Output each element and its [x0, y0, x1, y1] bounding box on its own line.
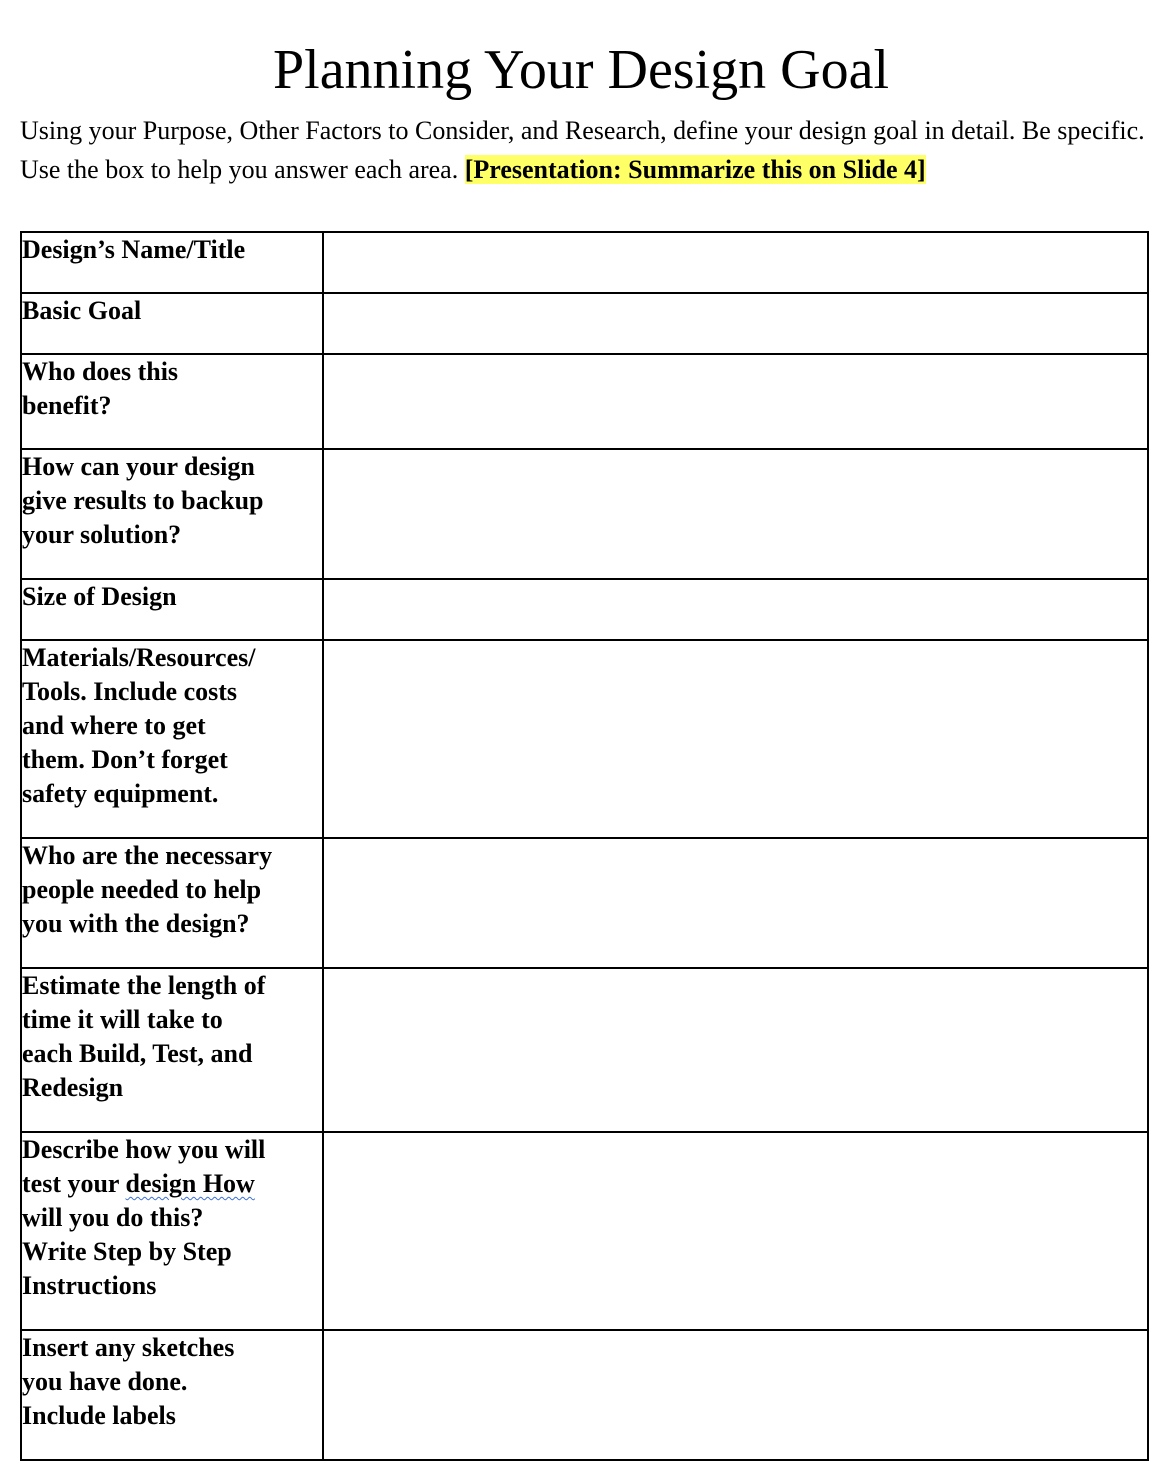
row-label-time-estimate: [21, 968, 323, 1132]
design-goal-table: [20, 231, 1149, 1461]
table-row: [21, 1132, 1148, 1330]
answer-cell-size[interactable]: [323, 579, 1148, 640]
label-line: Basic Goal: [22, 296, 142, 325]
label-line: time it will take to: [22, 1005, 223, 1034]
table-row: [21, 1330, 1148, 1460]
label-line: Describe how you will: [22, 1135, 266, 1164]
answer-cell-design-name[interactable]: [323, 232, 1148, 293]
answer-cell-people[interactable]: [323, 838, 1148, 968]
row-label-test-description: [21, 1132, 323, 1330]
answer-cell-test-description[interactable]: [323, 1132, 1148, 1330]
label-line: benefit?: [22, 391, 112, 420]
label-line: Include labels: [22, 1401, 176, 1430]
page-title: Planning Your Design Goal: [272, 39, 890, 101]
label-line: give results to backup: [22, 486, 264, 515]
row-label-basic-goal: [21, 293, 323, 354]
table-row: [21, 640, 1148, 838]
presentation-note-highlight: [Presentation: Summarize this on Slide 4]: [464, 155, 926, 184]
row-label-materials: [21, 640, 323, 838]
label-line: each Build, Test, and: [22, 1039, 253, 1068]
table-row: [21, 838, 1148, 968]
answer-cell-who-benefits[interactable]: [323, 354, 1148, 449]
label-line: Write Step by Step: [22, 1237, 232, 1266]
label-line: Instructions: [22, 1271, 157, 1300]
label-line: Who are the necessary: [22, 841, 273, 870]
intro-text: Using your Purpose, Other Factors to Consider, and Research, define your design goal in detail. Be specific. Use the box to help you answer each area.: [20, 116, 1145, 184]
label-line: Size of Design: [22, 582, 177, 611]
answer-cell-materials[interactable]: [323, 640, 1148, 838]
row-label-results: [21, 449, 323, 579]
row-label-size: [21, 579, 323, 640]
row-label-design-name: [21, 232, 323, 293]
answer-cell-results[interactable]: [323, 449, 1148, 579]
row-label-people: [21, 838, 323, 968]
label-line: will you do this?: [22, 1203, 204, 1232]
label-line: safety equipment.: [22, 779, 219, 808]
label-line: Materials/Resources/: [22, 643, 256, 672]
row-label-who-benefits: [21, 354, 323, 449]
table-row: [21, 449, 1148, 579]
label-line: Insert any sketches: [22, 1333, 235, 1362]
label-line: Estimate the length of: [22, 971, 266, 1000]
table-row: [21, 232, 1148, 293]
label-line: test your: [22, 1169, 126, 1198]
label-line: you with the design?: [22, 909, 250, 938]
label-line: Redesign: [22, 1073, 124, 1102]
label-line: you have done.: [22, 1367, 188, 1396]
row-label-sketches: [21, 1330, 323, 1460]
label-line: Tools. Include costs: [22, 677, 238, 706]
intro-paragraph: [20, 111, 1148, 189]
label-line: and where to get: [22, 711, 206, 740]
label-line: Design’s Name/Title: [22, 235, 246, 264]
table-row: [21, 968, 1148, 1132]
table-row: [21, 354, 1148, 449]
label-line: How can your design: [22, 452, 255, 481]
label-line: Who does this: [22, 357, 179, 386]
answer-cell-basic-goal[interactable]: [323, 293, 1148, 354]
table-row: [21, 579, 1148, 640]
label-line: people needed to help: [22, 875, 262, 904]
answer-cell-sketches[interactable]: [323, 1330, 1148, 1460]
table-row: [21, 293, 1148, 354]
label-line: your solution?: [22, 520, 182, 549]
spellcheck-underline[interactable]: design How: [125, 1169, 255, 1198]
answer-cell-time-estimate[interactable]: [323, 968, 1148, 1132]
label-line: them. Don’t forget: [22, 745, 228, 774]
